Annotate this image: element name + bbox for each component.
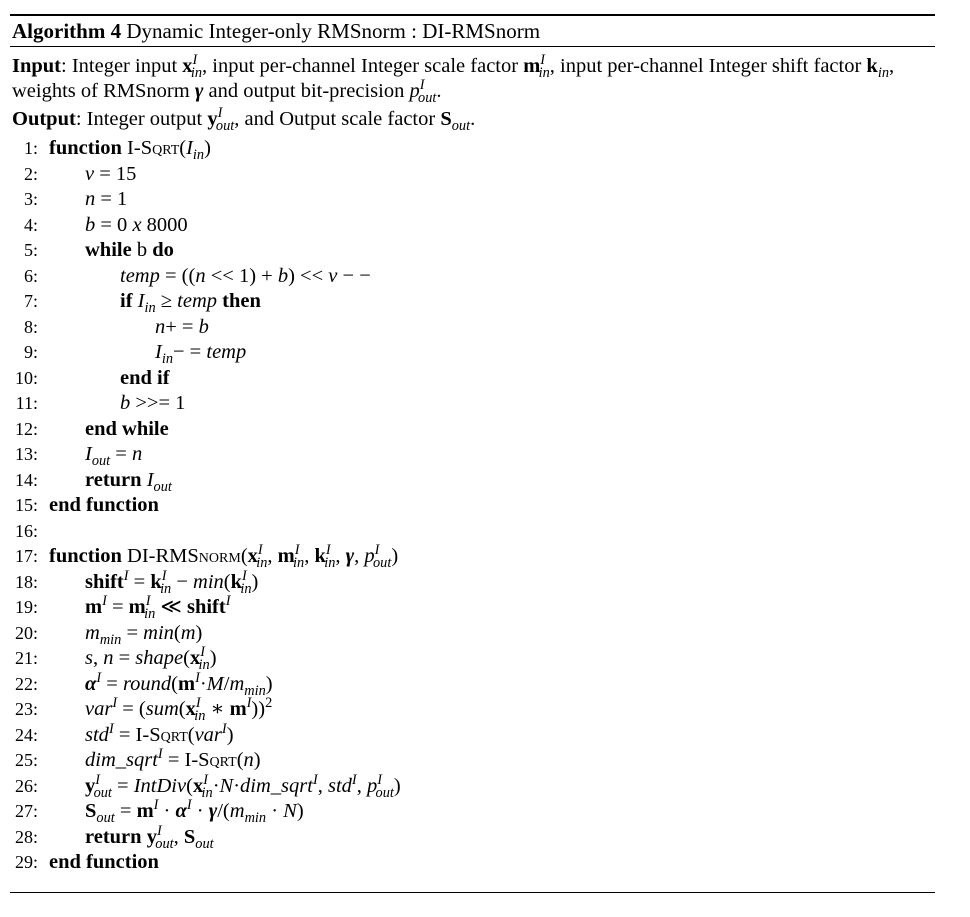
line-number: 17: [14,546,38,566]
code-text: b = 0 x 8000 [85,213,188,236]
code-text: $\alpha^I$ = $round(m^I\cdot M/m_{min})$ [85,669,273,699]
code-text: $var^I = (sum(x^I_{in}$ ∗ $m^I))^2$ [85,695,273,725]
output-label: Output [12,108,76,130]
line-number: 14: [14,469,38,490]
algorithm-caption [12,17,540,45]
line-number: 19: [14,597,38,617]
code-text: $S_{out} = m^I \cdot \alpha^I \cdot \gamma/(m_{min} \cdot N)$ [85,797,304,827]
algorithm-title: Dynamic Integer-only RMSnorm : DI-RMSnorm [126,19,541,43]
line-number: 1: [23,138,38,158]
input-label: Input [12,55,62,77]
code-text: $y^I_{out}$ = $IntDiv(x^I_{in}\cdot N\cdot dim\_sqrt^I$, std$^I$, $p^I_{out}$) [85,771,401,801]
line-number: 13: [14,444,38,464]
line-number: 26: [14,775,38,796]
code-text: $m_{min} = \min(m)$ [85,621,203,648]
code-text: n = 1 [85,188,128,210]
bottom-rule [10,892,935,893]
code-text: n+ = b [155,315,209,338]
code-text: temp = ((n << 1) + b) << v − − [120,264,371,287]
line-number: 15: [14,495,38,515]
code-text: return $I_{out}$ [85,468,172,495]
line-number: 24: [14,724,38,745]
line-number: 20: [14,622,38,643]
line-number: 5: [23,240,38,260]
line-number: 8: [23,316,38,337]
input-description: Input: Integer input $x^I_{in}$, input per-channel Integer scale factor $m^I_{in}$, input per-channel Integer shift factor $k_{in}$, weights of RMSnorm γ and output bit-precision $p^I_{out}$. [12,52,895,107]
code-text: std$^I$ = I-Sqrt(var$^I$) [85,720,234,746]
line-number: 12: [14,418,38,439]
line-number: 2: [23,163,38,184]
code-text: while b do [85,239,174,261]
line-number: 16: [14,520,38,541]
line-number: 10: [14,367,38,388]
line-number: 18: [14,571,38,592]
code-text: $I_{in}-$ = temp [155,341,247,368]
code-text: function $I-Sqrt(I_{in})$ [49,137,211,164]
top-rule [10,14,935,16]
line-number: 25: [14,750,38,770]
line-number: 28: [14,826,38,847]
caption-rule [10,46,935,47]
line-number: 11: [15,393,38,413]
line-number: 21: [14,648,38,668]
line-number: 27: [14,801,38,821]
line-number: 3: [23,189,38,209]
code-text: $m^I = m^I_{in}$ ≪ shift$^I$ [85,593,231,623]
code-text: end function [49,851,159,873]
line-number: 29: [14,852,38,872]
line-number: 22: [14,673,38,694]
code-text: s, $n = shape(x^I_{in})$ [85,644,217,674]
line-number: 23: [14,699,38,719]
line-number: 6: [23,265,38,286]
output-description: Output: Integer output $y^I_{out}$, and Output scale factor $S_{out}$. [12,105,476,135]
code-text: dim_sqrt$^I$ = I-Sqrt(n) [85,746,261,771]
code-text: end while [85,417,169,440]
code-text: end if [120,366,170,389]
code-text: $I_{out} = n$ [85,443,143,470]
code-text: if $I_{in}$ ≥ temp then [120,290,261,317]
algorithm-label: Algorithm 4 [12,19,122,43]
code-text: v = 15 [85,162,137,185]
line-number: 7: [23,291,38,311]
code-text: end function [49,494,159,516]
code-text: return $y^I_{out}$, $S_{out}$ [85,822,214,852]
code-text: shift$^I$ = $k^I_{in} - \min(k^I_{in})$ [85,567,259,597]
code-text: b >>= 1 [120,392,186,414]
line-number: 4: [23,214,38,235]
line-number: 9: [23,342,38,362]
code-text: function $DI-RMSnorm(x^I_{in}$, $m^I_{in}$, $k^I_{in}$, γ, $p^I_{out}$) [49,542,399,572]
